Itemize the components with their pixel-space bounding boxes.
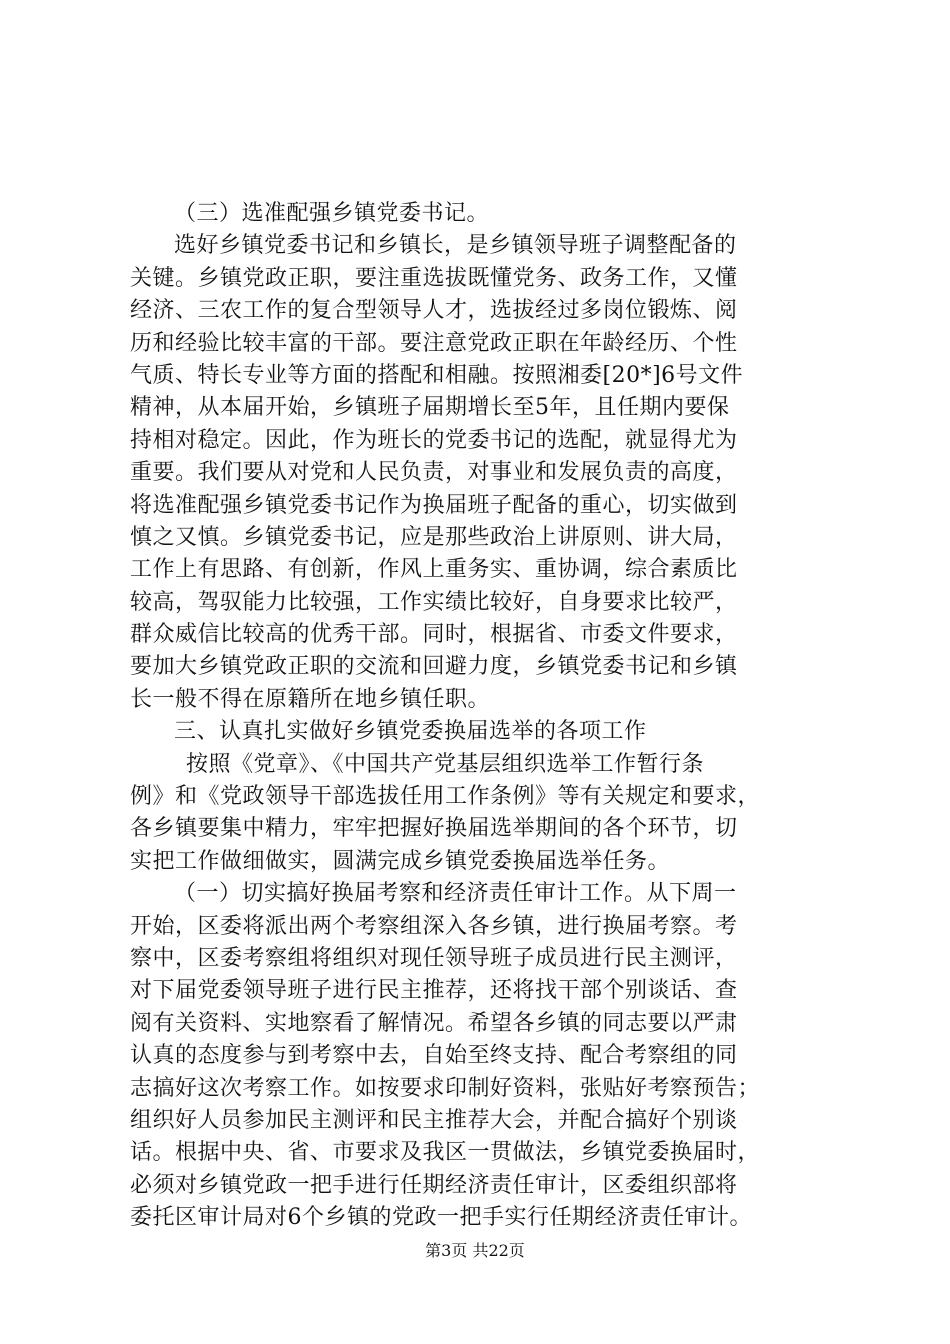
paragraph-line: 按照《党章》、《中国共产党基层组织选举工作暂行条 [186,751,705,777]
paragraph-line: 经济、三农工作的复合型领导人才，选拔经过多岗位锻炼、阅 [130,298,738,324]
section-heading-three: 三、认真扎实做好乡镇党委换届选举的各项工作 [174,719,647,745]
paragraph-line: 气质、特长专业等方面的搭配和相融。按照湘委[20*]6号文件 [130,362,744,388]
subsection-heading-1: （一）切实搞好换届考察和经济责任审计工作。从下周一 [174,881,737,907]
paragraph-line: 要加大乡镇党政正职的交流和回避力度，乡镇党委书记和乡镇 [130,654,738,680]
page-number-footer: 第3页 共22页 [425,1241,525,1260]
paragraph-line: 实把工作做细做实，圆满完成乡镇党委换届选举任务。 [130,848,671,874]
paragraph-line: 将选准配强乡镇党委书记作为换届班子配备的重心，切实做到 [130,492,738,518]
paragraph-line: 持相对稳定。因此，作为班长的党委书记的选配，就显得尤为 [130,427,738,453]
paragraph-line: 对下届党委领导班子进行民主推荐，还将找干部个别谈话、查 [130,978,738,1004]
section-heading-3: （三）选准配强乡镇党委书记。 [174,201,490,226]
paragraph-line: 精神，从本届开始，乡镇班子届期增长至5年，且任期内要保 [130,395,730,421]
paragraph-line: 工作上有思路、有创新，作风上重务实、重协调，综合素质比 [130,557,738,583]
paragraph-line: 察中，区委考察组将组织对现任领导班子成员进行民主测评， [130,945,738,971]
paragraph-line: 话。根据中央、省、市要求及我区一贯做法，乡镇党委换届时， [130,1140,761,1166]
paragraph-line: 志搞好这次考察工作。如按要求印制好资料，张贴好考察预告； [130,1075,761,1101]
paragraph-line: 慎之又慎。乡镇党委书记，应是那些政治上讲原则、讲大局， [130,524,738,550]
paragraph-line: 长一般不得在原籍所在地乡镇任职。 [130,686,491,712]
paragraph-line: 开始，区委将派出两个考察组深入各乡镇，进行换届考察。考 [130,913,738,939]
paragraph-line: 例》和《党政领导干部选拔任用工作条例》等有关规定和要求， [130,784,761,810]
paragraph-line: 关键。乡镇党政正职，要注重选拔既懂党务、政务工作，又懂 [130,265,738,291]
paragraph-line: 必须对乡镇党政一把手进行任期经济责任审计，区委组织部将 [130,1172,738,1198]
paragraph-line: 较高，驾驭能力比较强，工作实绩比较好，自身要求比较严， [130,589,738,615]
paragraph-line: 认真的态度参与到考察中去，自始至终支持、配合考察组的同 [130,1043,738,1069]
paragraph-line: 选好乡镇党委书记和乡镇长，是乡镇领导班子调整配备的 [174,233,737,259]
paragraph-line: 重要。我们要从对党和人民负责，对事业和发展负责的高度， [130,460,738,486]
paragraph-line: 阅有关资料、实地察看了解情况。希望各乡镇的同志要以严肃 [130,1010,738,1036]
document-body [130,198,832,1235]
paragraph-line: 群众威信比较高的优秀干部。同时，根据省、市委文件要求， [130,622,738,648]
paragraph-line: 组织好人员参加民主测评和民主推荐大会，并配合搞好个别谈 [130,1107,738,1133]
paragraph-line: 委托区审计局对6个乡镇的党政一把手实行任期经济责任审计。 [130,1205,752,1231]
paragraph-line: 各乡镇要集中精力，牢牢把握好换届选举期间的各个环节，切 [130,816,738,842]
paragraph-line: 历和经验比较丰富的干部。要注意党政正职在年龄经历、个性 [130,330,738,356]
